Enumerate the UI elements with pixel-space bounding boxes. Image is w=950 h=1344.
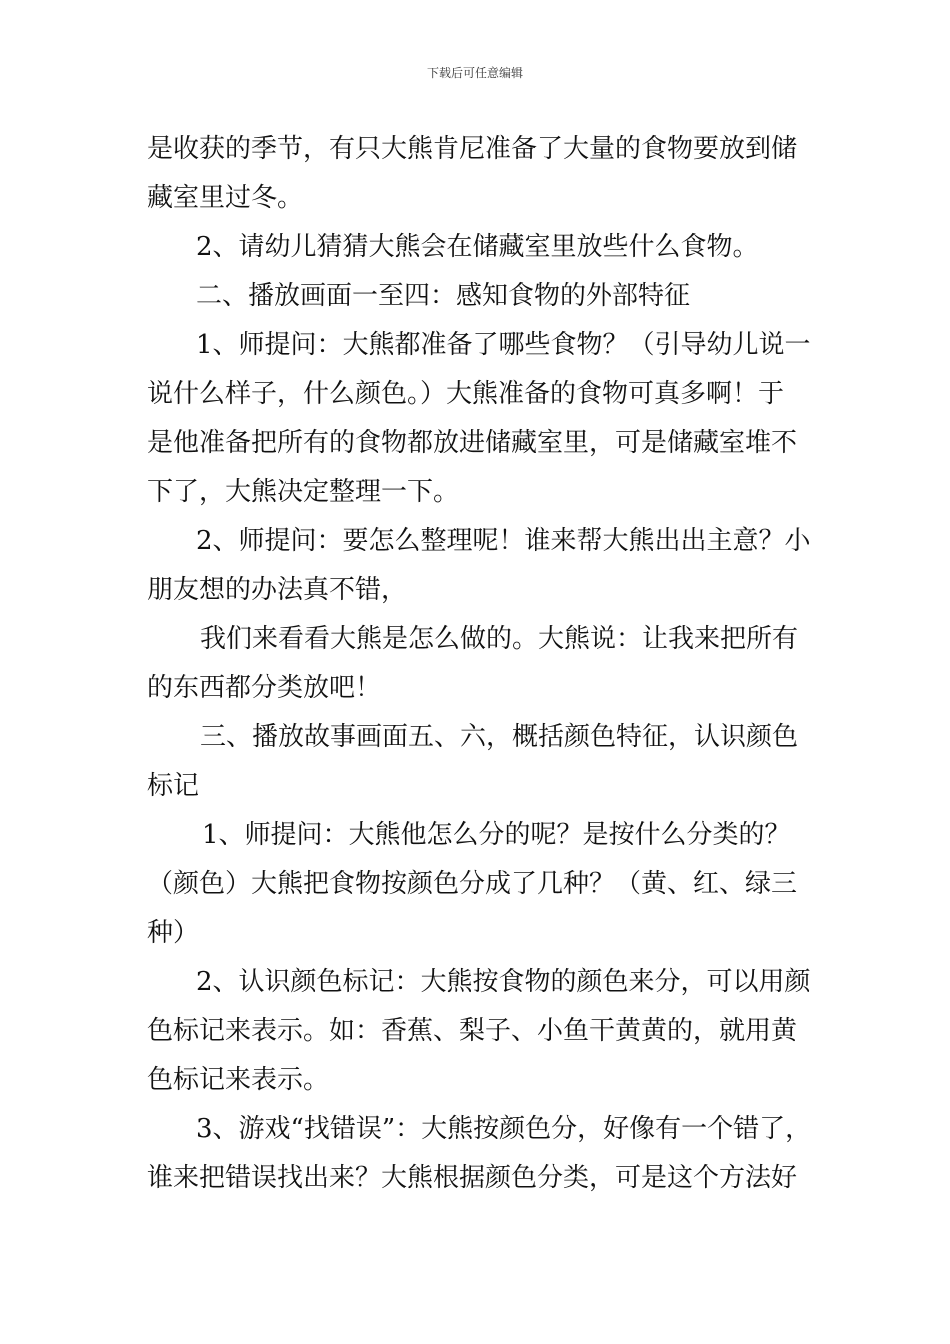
text-line: 3、游戏“找错误”：大熊按颜色分，好像有一个错了， xyxy=(196,1114,812,1144)
text-line: 是他准备把所有的食物都放进储藏室里，可是储藏室堆不 xyxy=(147,428,798,458)
text-line: 2、请幼儿猜猜大熊会在储藏室里放些什么食物。 xyxy=(196,232,759,262)
text-line: 种） xyxy=(147,918,200,948)
text-line: 说什么样子，什么颜色。）大熊准备的食物可真多啊！于 xyxy=(147,379,785,409)
text-line: 下了，大熊决定整理一下。 xyxy=(147,477,460,507)
document-body xyxy=(147,125,837,1203)
text-line: 色标记来表示。如：香蕉、梨子、小鱼干黄黄的，就用黄 xyxy=(147,1016,798,1046)
text-line: （颜色）大熊把食物按颜色分成了几种？（黄、红、绿三 xyxy=(147,869,798,899)
text-line: 的东西都分类放吧！ xyxy=(147,673,382,703)
section-heading: 二、播放画面一至四：感知食物的外部特征 xyxy=(196,281,691,311)
text-line: 1、师提问：大熊他怎么分的呢？是按什么分类的？ xyxy=(202,820,791,850)
page-header: 下载后可任意编辑 xyxy=(426,66,523,80)
text-line: 标记 xyxy=(147,771,200,801)
text-line: 谁来把错误找出来？大熊根据颜色分类，可是这个方法好 xyxy=(147,1163,798,1193)
text-line: 2、认识颜色标记：大熊按食物的颜色来分，可以用颜 xyxy=(196,967,811,997)
text-line: 是收获的季节，有只大熊肯尼准备了大量的食物要放到储 xyxy=(147,134,798,164)
text-line: 2、师提问：要怎么整理呢！谁来帮大熊出出主意？小 xyxy=(196,526,811,556)
text-line: 色标记来表示。 xyxy=(147,1065,330,1095)
text-line: 1、师提问：大熊都准备了哪些食物？（引导幼儿说一 xyxy=(196,330,811,360)
text-line: 朋友想的办法真不错， xyxy=(147,575,408,605)
text-line: 我们来看看大熊是怎么做的。大熊说：让我来把所有 xyxy=(200,624,799,654)
text-line: 藏室里过冬。 xyxy=(147,183,304,213)
section-heading: 三、播放故事画面五、六，概括颜色特征，认识颜色 xyxy=(200,722,799,752)
